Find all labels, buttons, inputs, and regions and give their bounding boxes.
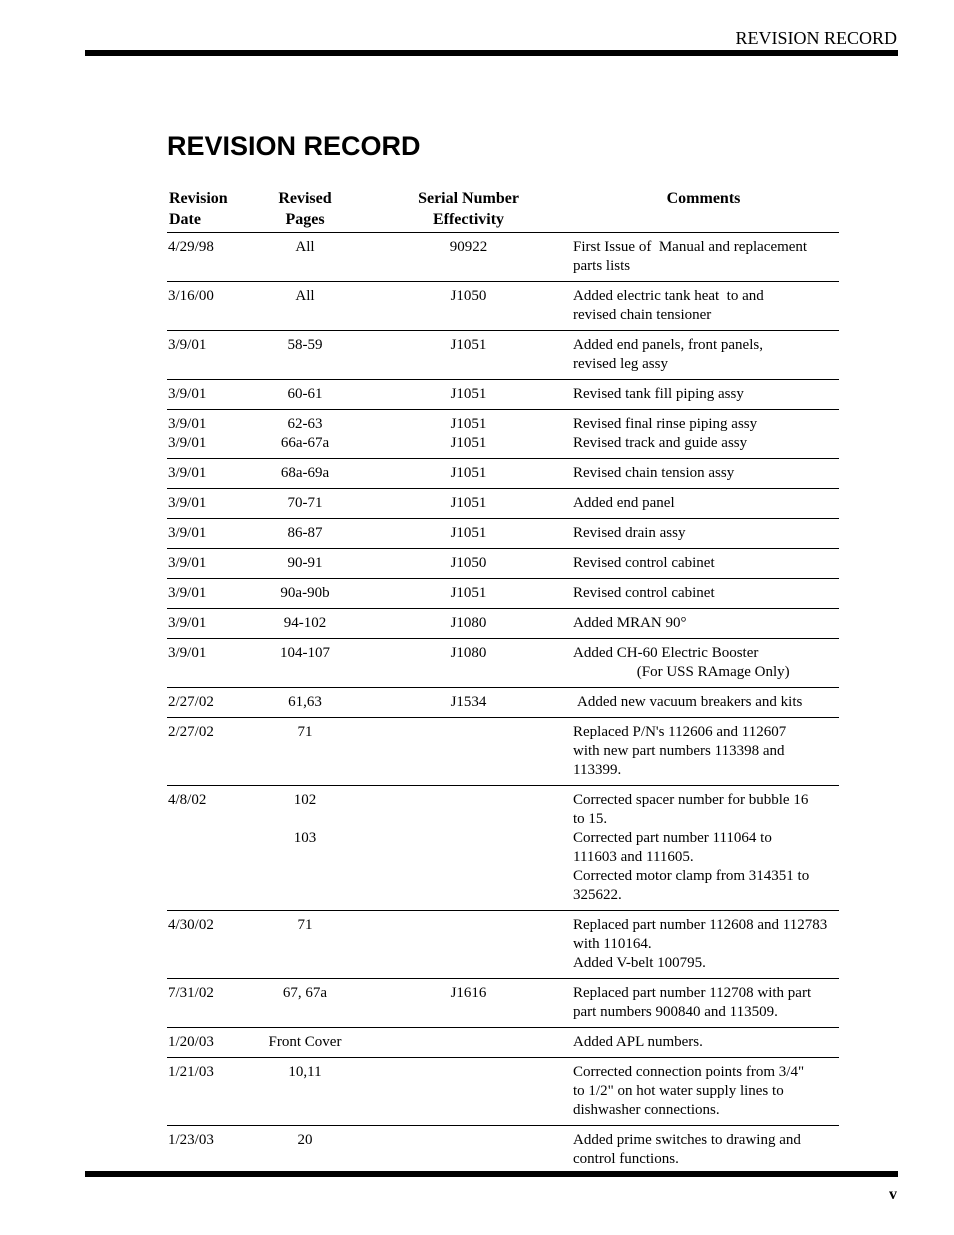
- table-row: [167, 282, 839, 331]
- revision-date-cell: 3/9/01: [167, 380, 241, 410]
- revision-date-cell: 3/9/01: [167, 549, 241, 579]
- revision-date-cell: 1/21/03: [167, 1058, 241, 1126]
- comments-cell: Corrected connection points from 3/4" to 1/2" on hot water supply lines to dishwasher connections.: [568, 1058, 839, 1126]
- comments-cell: Revised control cabinet: [568, 549, 839, 579]
- serial-number-cell: J1050: [369, 549, 568, 579]
- table-header-row: [167, 186, 839, 233]
- serial-number-cell: J1051: [369, 459, 568, 489]
- serial-number-cell: [369, 911, 568, 979]
- table-row: [167, 609, 839, 639]
- revision-table-body: [167, 233, 839, 1175]
- revised-pages-cell: 62-63 66a-67a: [241, 410, 369, 459]
- col-header-comments: Comments: [568, 186, 839, 233]
- table-row: [167, 718, 839, 786]
- serial-number-cell: J1051: [369, 579, 568, 609]
- comments-cell: Added APL numbers.: [568, 1028, 839, 1058]
- serial-number-cell: J1534: [369, 688, 568, 718]
- page-number: v: [889, 1186, 897, 1203]
- table-row: [167, 688, 839, 718]
- revised-pages-cell: All: [241, 282, 369, 331]
- revision-date-cell: 3/16/00: [167, 282, 241, 331]
- comments-cell: Added electric tank heat to and revised chain tensioner: [568, 282, 839, 331]
- revision-date-cell: 3/9/01: [167, 639, 241, 688]
- revised-pages-cell: 67, 67a: [241, 979, 369, 1028]
- comments-cell: Replaced part number 112608 and 112783 with 110164. Added V-belt 100795.: [568, 911, 839, 979]
- table-row: [167, 549, 839, 579]
- table-row: [167, 911, 839, 979]
- footer-rule: [85, 1171, 898, 1177]
- serial-number-cell: J1051: [369, 519, 568, 549]
- comments-cell: Replaced part number 112708 with part part numbers 900840 and 113509.: [568, 979, 839, 1028]
- table-row: [167, 1028, 839, 1058]
- comments-cell: Added end panel: [568, 489, 839, 519]
- comments-cell: Revised drain assy: [568, 519, 839, 549]
- header-rule: [85, 50, 898, 56]
- revised-pages-cell: 10,11: [241, 1058, 369, 1126]
- comments-cell: Revised control cabinet: [568, 579, 839, 609]
- table-row: [167, 1058, 839, 1126]
- table-row: [167, 639, 839, 688]
- serial-number-cell: [369, 1058, 568, 1126]
- revised-pages-cell: 86-87: [241, 519, 369, 549]
- col-header-serial-number: Serial Number Effectivity: [369, 186, 568, 233]
- serial-number-cell: J1051 J1051: [369, 410, 568, 459]
- revised-pages-cell: All: [241, 233, 369, 282]
- revision-date-cell: 2/27/02: [167, 718, 241, 786]
- table-row: [167, 1126, 839, 1175]
- comments-cell: Revised tank fill piping assy: [568, 380, 839, 410]
- serial-number-cell: J1051: [369, 489, 568, 519]
- serial-number-cell: J1616: [369, 979, 568, 1028]
- revised-pages-cell: 70-71: [241, 489, 369, 519]
- revision-date-cell: 4/30/02: [167, 911, 241, 979]
- comments-cell: Added new vacuum breakers and kits: [568, 688, 839, 718]
- revision-date-cell: 3/9/01 3/9/01: [167, 410, 241, 459]
- serial-number-cell: [369, 1028, 568, 1058]
- serial-number-cell: J1050: [369, 282, 568, 331]
- col-header-revision-date: Revision Date: [167, 186, 241, 233]
- revision-date-cell: 4/29/98: [167, 233, 241, 282]
- revised-pages-cell: 102 103: [241, 786, 369, 911]
- comments-cell: Replaced P/N's 112606 and 112607 with new part numbers 113398 and 113399.: [568, 718, 839, 786]
- revision-date-cell: 4/8/02: [167, 786, 241, 911]
- serial-number-cell: J1080: [369, 639, 568, 688]
- table-row: [167, 519, 839, 549]
- comments-cell: Added end panels, front panels, revised leg assy: [568, 331, 839, 380]
- serial-number-cell: J1080: [369, 609, 568, 639]
- table-row: [167, 331, 839, 380]
- revised-pages-cell: 71: [241, 718, 369, 786]
- serial-number-cell: [369, 718, 568, 786]
- revised-pages-cell: 94-102: [241, 609, 369, 639]
- revised-pages-cell: 58-59: [241, 331, 369, 380]
- revision-table: [167, 186, 839, 1175]
- serial-number-cell: J1051: [369, 380, 568, 410]
- revision-date-cell: 3/9/01: [167, 579, 241, 609]
- table-row: [167, 380, 839, 410]
- revision-date-cell: 3/9/01: [167, 331, 241, 380]
- revised-pages-cell: 90-91: [241, 549, 369, 579]
- revision-date-cell: 3/9/01: [167, 609, 241, 639]
- revised-pages-cell: 61,63: [241, 688, 369, 718]
- revision-date-cell: 1/23/03: [167, 1126, 241, 1175]
- revised-pages-cell: 90a-90b: [241, 579, 369, 609]
- revised-pages-cell: 71: [241, 911, 369, 979]
- revised-pages-cell: 68a-69a: [241, 459, 369, 489]
- table-row: [167, 489, 839, 519]
- comments-cell: Added MRAN 90°: [568, 609, 839, 639]
- comments-cell: Revised chain tension assy: [568, 459, 839, 489]
- revision-date-cell: 3/9/01: [167, 489, 241, 519]
- revised-pages-cell: 104-107: [241, 639, 369, 688]
- page-title: REVISION RECORD: [167, 131, 421, 161]
- comments-cell: Added CH-60 Electric Booster (For USS RAmage Only): [568, 639, 839, 688]
- table-row: [167, 459, 839, 489]
- comments-cell: Revised final rinse piping assy Revised track and guide assy: [568, 410, 839, 459]
- revision-date-cell: 3/9/01: [167, 519, 241, 549]
- table-row: [167, 786, 839, 911]
- col-header-revised-pages: Revised Pages: [241, 186, 369, 233]
- revised-pages-cell: 60-61: [241, 380, 369, 410]
- table-row: [167, 579, 839, 609]
- comments-cell: Added prime switches to drawing and control functions.: [568, 1126, 839, 1175]
- table-row: [167, 979, 839, 1028]
- table-row: [167, 410, 839, 459]
- serial-number-cell: [369, 786, 568, 911]
- revision-date-cell: 1/20/03: [167, 1028, 241, 1058]
- revised-pages-cell: Front Cover: [241, 1028, 369, 1058]
- comments-cell: First Issue of Manual and replacement parts lists: [568, 233, 839, 282]
- serial-number-cell: 90922: [369, 233, 568, 282]
- revision-date-cell: 7/31/02: [167, 979, 241, 1028]
- table-row: [167, 233, 839, 282]
- comments-cell: Corrected spacer number for bubble 16 to 15. Corrected part number 111064 to 111603 and 111605. Corrected motor clamp from 314351 to 325622.: [568, 786, 839, 911]
- serial-number-cell: [369, 1126, 568, 1175]
- revision-date-cell: 2/27/02: [167, 688, 241, 718]
- revision-date-cell: 3/9/01: [167, 459, 241, 489]
- revised-pages-cell: 20: [241, 1126, 369, 1175]
- running-header: REVISION RECORD: [735, 28, 897, 48]
- serial-number-cell: J1051: [369, 331, 568, 380]
